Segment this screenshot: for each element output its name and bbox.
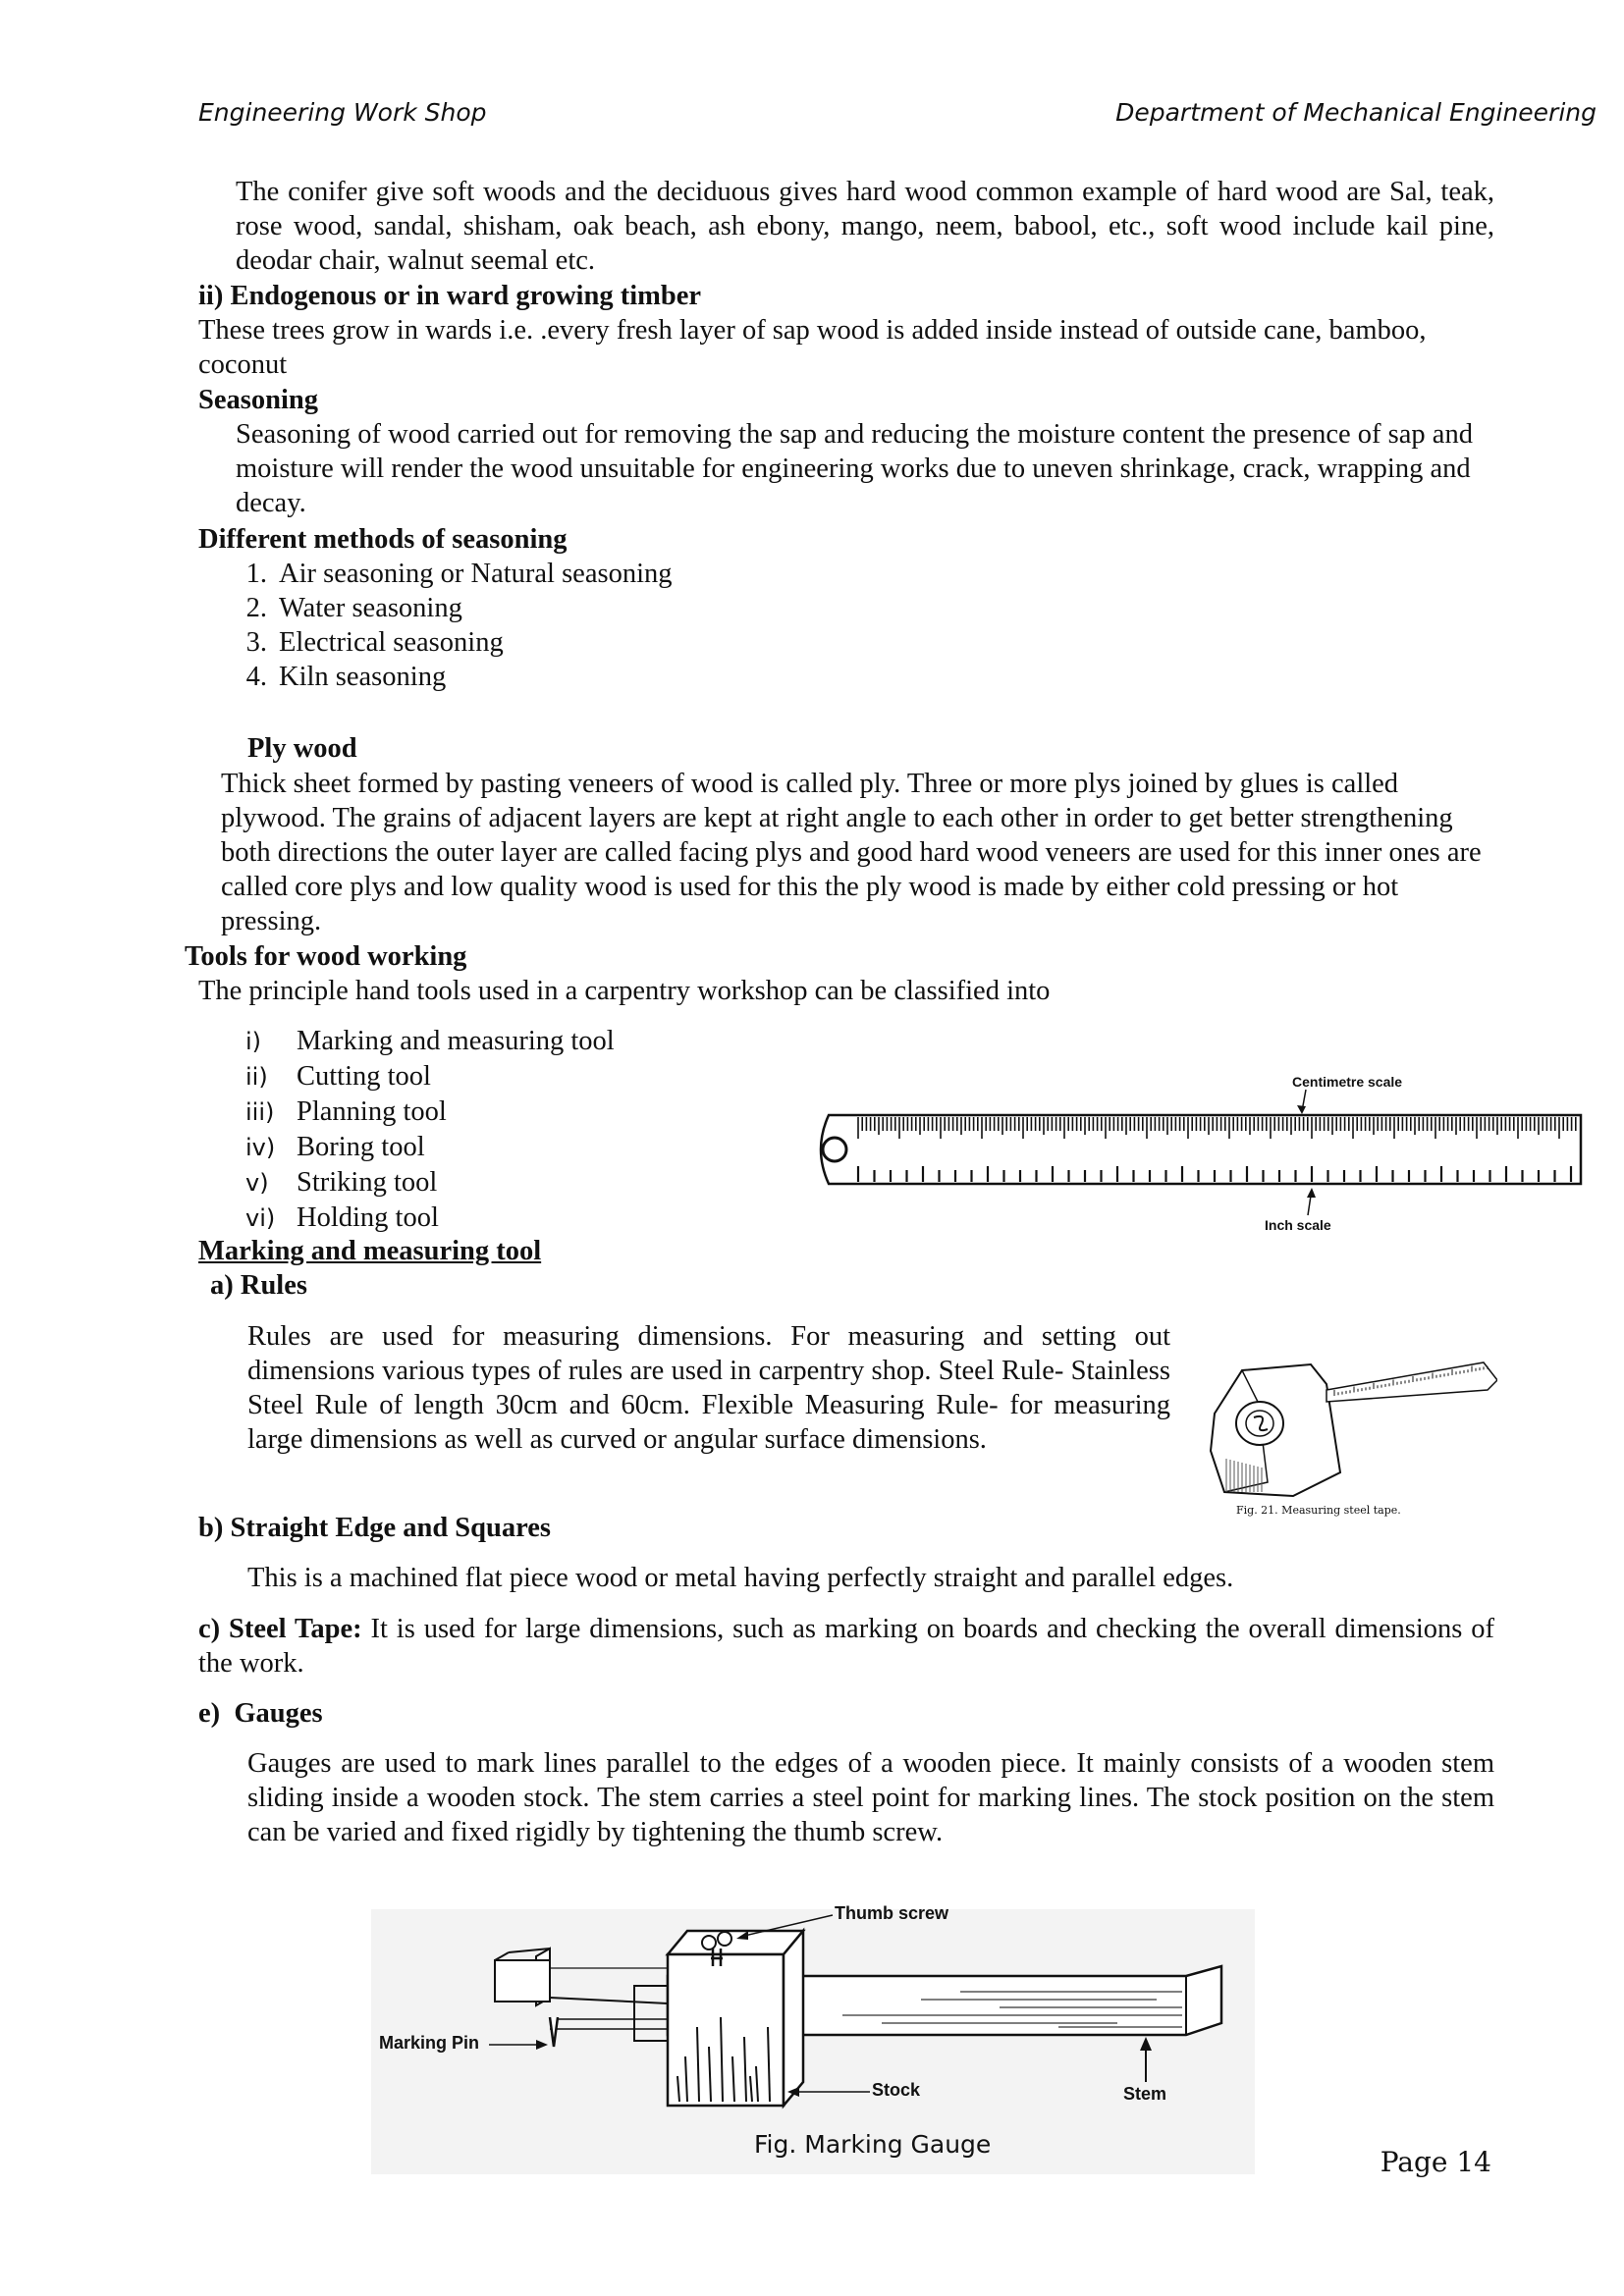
- list-text: Striking tool: [297, 1167, 438, 1198]
- tools-list: [245, 1024, 615, 1236]
- list-marker: iv): [245, 1134, 276, 1161]
- list-item: [230, 557, 673, 591]
- marking-pin-label: Marking Pin: [379, 2033, 480, 2053]
- list-text: Electrical seasoning: [279, 627, 504, 658]
- plywood-text: Thick sheet formed by pasting veneers of wood is called ply. Three or more plys joined by glues is called plywood. The grains of adjacent layers are kept at right angle to each other in order to get better strengthening both directions the outer layer are called facing plys and good hard wood veneers are used for this inner ones are called core plys and low quality wood is used for this the ply wood is made by either cold pressing or hot pressing.: [221, 769, 1482, 936]
- list-item: [230, 591, 673, 625]
- list-marker: 3.: [245, 627, 267, 658]
- list-text: Holding tool: [297, 1202, 439, 1233]
- straight-edge-text: This is a machined flat piece wood or metal having perfectly straight and parallel edges.: [247, 1563, 1234, 1593]
- list-marker: ii): [245, 1063, 268, 1091]
- gauges-text: Gauges are used to mark lines parallel to the edges of a wooden piece. It mainly consists of a wooden stem sliding inside a wooden stock. The stem carries a steel point for marking lines. The stock position on the stem can be varied and fixed rigidly by tightening the thumb screw.: [247, 1748, 1494, 1847]
- header-left: Engineering Work Shop: [198, 98, 487, 127]
- stock-label: Stock: [872, 2080, 921, 2100]
- page-number: Page 14: [1380, 2146, 1491, 2178]
- list-item: [230, 660, 673, 694]
- list-marker: 1.: [245, 559, 267, 589]
- list-marker: 2.: [245, 593, 267, 623]
- seasoning-heading: Seasoning: [198, 385, 318, 415]
- gauges-heading: e) Gauges: [198, 1698, 323, 1729]
- stem-label: Stem: [1123, 2084, 1167, 2104]
- seasoning-text: Seasoning of wood carried out for removing the sap and reducing the moisture content the presence of sap and moisture will render the wood unsuitable for engineering works due to uneven shrinkage, crack, wrapping and decay.: [236, 419, 1473, 518]
- straight-edge-heading: b) Straight Edge and Squares: [198, 1513, 551, 1543]
- centimetre-scale-label: Centimetre scale: [1292, 1074, 1403, 1090]
- marking-heading: Marking and measuring tool: [198, 1236, 542, 1266]
- tools-intro: The principle hand tools used in a carpentry workshop can be classified into: [198, 976, 1051, 1006]
- rules-text: Rules are used for measuring dimensions. For measuring and setting out dimensions various types of rules are used in carpentry shop. Steel Rule- Stainless Steel Rule of length 30cm and 60cm. Flexible Measuring Rule- for measuring large dimensions as well as curved or angular surface dimensions.: [247, 1321, 1170, 1455]
- list-marker: iii): [245, 1098, 275, 1126]
- list-item: [245, 1059, 615, 1095]
- intro-paragraph: The conifer give soft woods and the deciduous gives hard wood common example of hard wood are Sal, teak, rose wood, sandal, shisham, oak beach, ash ebony, mango, neem, babool, etc., soft wood include kail pine, deodar chair, walnut seemal etc.: [236, 177, 1494, 276]
- list-text: Planning tool: [297, 1096, 447, 1127]
- endogenous-text: These trees grow in wards i.e. .every fresh layer of sap wood is added inside instead of outside cane, bamboo, coconut: [198, 315, 1427, 380]
- list-text: Cutting tool: [297, 1061, 431, 1092]
- list-text: Boring tool: [297, 1132, 425, 1162]
- methods-list: [230, 557, 673, 694]
- list-text: Air seasoning or Natural seasoning: [279, 559, 673, 589]
- steel-tape-drawing: [1203, 1345, 1497, 1522]
- plywood-heading: Ply wood: [247, 733, 357, 764]
- steel-rule-figure: [805, 1060, 1591, 1237]
- endogenous-heading: ii) Endogenous or in ward growing timber: [198, 281, 701, 311]
- steel-tape-figure: [1203, 1345, 1497, 1522]
- steel-rule-drawing: [805, 1060, 1591, 1237]
- marking-gauge-caption: Fig. Marking Gauge: [754, 2130, 992, 2159]
- tools-heading: Tools for wood working: [185, 941, 467, 972]
- methods-heading: Different methods of seasoning: [198, 524, 568, 555]
- list-marker: i): [245, 1028, 262, 1055]
- rules-heading: a) Rules: [210, 1270, 307, 1301]
- list-item: [245, 1165, 615, 1201]
- thumb-screw-label: Thumb screw: [835, 1903, 949, 1923]
- steel-tape-paragraph: [198, 1612, 1494, 1681]
- list-text: Marking and measuring tool: [297, 1026, 615, 1056]
- list-item: [245, 1095, 615, 1130]
- steel-tape-label: c) Steel Tape:: [198, 1614, 362, 1644]
- steel-tape-text: It is used for large dimensions, such as marking on boards and checking the overall dimensions of the work.: [198, 1614, 1494, 1679]
- list-item: [230, 625, 673, 660]
- inch-scale-label: Inch scale: [1265, 1217, 1331, 1233]
- list-marker: v): [245, 1169, 269, 1197]
- list-text: Kiln seasoning: [279, 662, 447, 692]
- list-item: [245, 1130, 615, 1165]
- list-marker: 4.: [245, 662, 267, 692]
- steel-tape-caption: Fig. 21. Measuring steel tape.: [1236, 1504, 1401, 1517]
- header-right: Department of Mechanical Engineering: [1115, 98, 1597, 127]
- list-item: [245, 1024, 615, 1059]
- list-marker: vi): [245, 1204, 276, 1232]
- list-text: Water seasoning: [279, 593, 462, 623]
- list-item: [245, 1201, 615, 1236]
